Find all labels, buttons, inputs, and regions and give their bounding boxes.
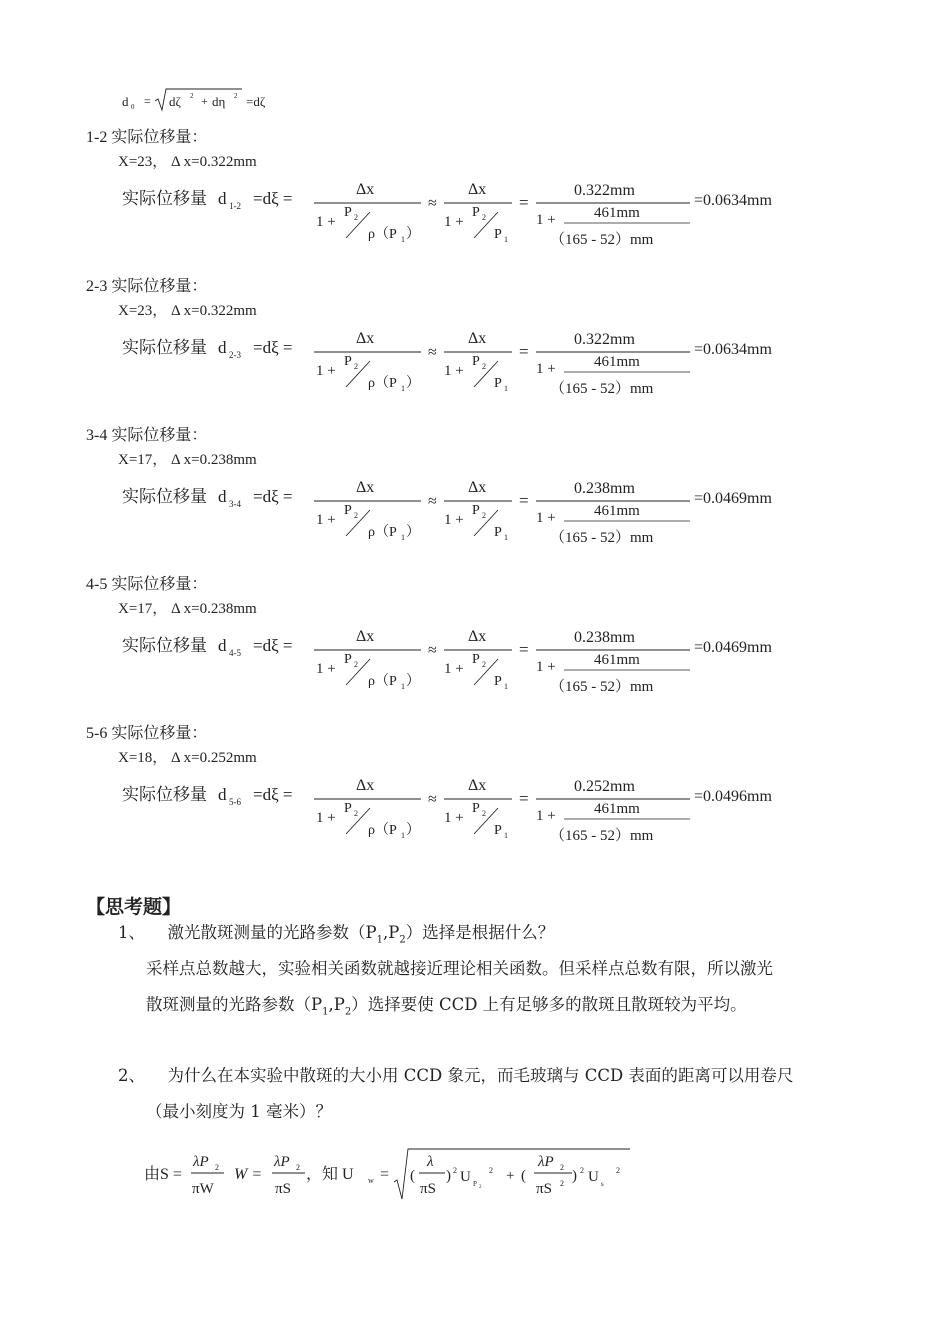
delta-x-value: 0.322mm (574, 331, 635, 348)
ff-w-eq: W = (234, 1166, 263, 1183)
formula-subscript: 4-5 (229, 648, 241, 658)
final-formula (140, 1146, 640, 1202)
p2-label: P (344, 652, 352, 667)
svg-text:(: ( (521, 1168, 526, 1184)
svg-text:1 +: 1 + (536, 361, 556, 377)
svg-text:1 +: 1 + (444, 512, 464, 528)
ratio-numerator: 461mm (594, 652, 640, 668)
rho-p1: ρ（P (368, 525, 397, 540)
approx-sign: ≈ (428, 195, 437, 212)
final-formula-svg (140, 1146, 640, 1202)
svg-text:1: 1 (401, 682, 405, 691)
section-heading: 1-2 实际位移量： (86, 129, 208, 146)
delta-x-value: 0.252mm (574, 778, 635, 795)
top-formula-radicand-b: dη (212, 94, 226, 109)
svg-text:2: 2 (482, 362, 486, 371)
ff-pi-s: πS (275, 1181, 291, 1197)
svg-text:=: = (519, 789, 529, 808)
svg-text:1: 1 (401, 533, 405, 542)
formula-deq: =dξ = (253, 636, 293, 655)
question-1-number: 1、 (118, 923, 145, 942)
svg-text:λP: λP (274, 1154, 290, 1170)
svg-text:）: ） (406, 376, 420, 391)
svg-text:2: 2 (354, 511, 358, 520)
svg-text:）: ） (406, 525, 420, 540)
svg-text:1: 1 (504, 384, 508, 393)
rho-p1: ρ（P (368, 227, 397, 242)
svg-text:1 +: 1 + (536, 808, 556, 824)
one-plus: 1 + (316, 214, 336, 230)
svg-text:Δx: Δx (468, 479, 487, 496)
rho-p1: ρ（P (368, 674, 397, 689)
answer-1-line-1: 采样点总数越大，实验相关函数就越接近理论相关函数。但采样点总数有限，所以激光 (146, 959, 773, 978)
answer-1-line-2: 散斑测量的光路参数$(P_1,P_2)$选择要使 CCD 上有足够多的散斑且散斑较为平均。 (146, 995, 747, 1018)
svg-text:2: 2 (482, 511, 486, 520)
svg-text:1 +: 1 + (444, 661, 464, 677)
question-1-text-a: 激光散斑测量的光路参数（P (167, 923, 377, 942)
ff-u-p2: U (460, 1169, 471, 1185)
ff-lambda-p2: λP (193, 1154, 209, 1170)
svg-text:）: ） (406, 227, 420, 242)
formula-label: 实际位移量 (122, 487, 207, 507)
formula-result: =0.0634mm (694, 192, 772, 209)
svg-text:1: 1 (401, 831, 405, 840)
svg-text:d: d (218, 338, 227, 357)
svg-text:1: 1 (504, 682, 508, 691)
formula-subscript: 2-3 (229, 350, 241, 360)
svg-text:2: 2 (482, 213, 486, 222)
formula-result: =0.0496mm (694, 788, 772, 805)
svg-text:1 +: 1 + (536, 659, 556, 675)
section-params: X=23， Δ x=0.322mm (118, 303, 257, 319)
svg-text:Δx: Δx (468, 330, 487, 347)
section-heading: 5-6 实际位移量： (86, 725, 208, 742)
svg-text:Δx: Δx (468, 777, 487, 794)
svg-text:=: = (519, 193, 529, 212)
question-2 (118, 1068, 793, 1085)
fraction-delta-x: Δx (356, 181, 375, 198)
svg-text:）: ） (406, 823, 420, 838)
one-plus: 1 + (316, 512, 336, 528)
svg-text:2: 2 (560, 1179, 564, 1188)
section-params: X=17， Δ x=0.238mm (118, 452, 257, 468)
svg-text:d: d (218, 785, 227, 804)
ff-pi-s2: πS (536, 1181, 552, 1197)
svg-text:1 +: 1 + (536, 510, 556, 526)
one-plus: 1 + (316, 363, 336, 379)
section-params: X=17， Δ x=0.238mm (118, 601, 257, 617)
top-formula-lhs-sub: 0 (131, 103, 135, 111)
ff-zhi: ，知 U (306, 1166, 354, 1183)
displacement-formula (118, 178, 838, 258)
svg-text:πS: πS (420, 1181, 436, 1197)
ratio-numerator: 461mm (594, 801, 640, 817)
formula-label: 实际位移量 (122, 189, 207, 209)
ratio-numerator: 461mm (594, 354, 640, 370)
ratio-numerator: 461mm (594, 503, 640, 519)
top-formula-svg (118, 86, 278, 114)
svg-text:d: d (218, 189, 227, 208)
ff-s-sub: s (601, 1180, 604, 1188)
svg-text:1: 1 (504, 235, 508, 244)
ff-you: 由S = (144, 1166, 182, 1183)
question-2-line-2: （最小刻度为 1 毫米）？ (146, 1102, 332, 1121)
svg-text:2: 2 (234, 92, 238, 100)
svg-text:P: P (494, 525, 502, 540)
svg-text:P: P (494, 227, 502, 242)
svg-text:2: 2 (616, 1166, 620, 1175)
question-2-line-1: 为什么在本实验中散斑的大小用 CCD 象元，而毛玻璃与 CCD 表面的距离可以用卷尺 (167, 1066, 794, 1085)
svg-text:2: 2 (190, 92, 194, 100)
formula-deq: =dξ = (253, 189, 293, 208)
thinking-title: 【思考题】 (86, 897, 182, 918)
ff-plus: + (506, 1168, 515, 1184)
top-formula-rhs: =dζ (246, 94, 266, 109)
formula-result: =0.0469mm (694, 639, 772, 656)
formula-deq: =dξ = (253, 338, 293, 357)
svg-text:）: ） (406, 674, 420, 689)
svg-text:2: 2 (580, 1166, 584, 1175)
fraction-delta-x: Δx (356, 777, 375, 794)
one-plus: 1 + (316, 661, 336, 677)
rho-p1: ρ（P (368, 823, 397, 838)
formula-result: =0.0634mm (694, 341, 772, 358)
section-heading: 4-5 实际位移量： (86, 576, 208, 593)
svg-text:2: 2 (354, 213, 358, 222)
svg-text:P: P (472, 205, 480, 220)
svg-text:1: 1 (504, 533, 508, 542)
displacement-formula (118, 476, 838, 556)
displacement-formula (118, 625, 838, 705)
svg-text:Δx: Δx (468, 628, 487, 645)
svg-text:1: 1 (401, 384, 405, 393)
svg-text:2: 2 (479, 1185, 482, 1190)
svg-text:2: 2 (354, 660, 358, 669)
top-formula-radicand-a: dζ (169, 94, 181, 109)
svg-text:2: 2 (354, 809, 358, 818)
delta-x-value: 0.238mm (574, 629, 635, 646)
svg-text:P: P (472, 801, 480, 816)
svg-text:=: = (519, 342, 529, 361)
svg-text:1 +: 1 + (444, 810, 464, 826)
delta-x-value: 0.322mm (574, 182, 635, 199)
svg-text:λP: λP (538, 1154, 554, 1170)
top-formula-eq: = (144, 94, 151, 108)
svg-text:P: P (494, 823, 502, 838)
approx-sign: ≈ (428, 344, 437, 361)
section-params: X=23， Δ x=0.322mm (118, 154, 257, 170)
svg-text:=: = (519, 491, 529, 510)
formula-deq: =dξ = (253, 487, 293, 506)
ff-pi-w: πW (192, 1181, 214, 1197)
fraction-delta-x: Δx (356, 479, 375, 496)
svg-text:+: + (201, 94, 208, 108)
svg-text:P: P (473, 1180, 477, 1188)
approx-sign: ≈ (428, 493, 437, 510)
section-heading: 3-4 实际位移量： (86, 427, 208, 444)
section-params: X=18， Δ x=0.252mm (118, 750, 257, 766)
ff-w-sub: w (368, 1176, 374, 1185)
svg-text:P: P (472, 652, 480, 667)
formula-subscript: 5-6 (229, 797, 241, 807)
p2-label: P (344, 205, 352, 220)
formula-result: =0.0469mm (694, 490, 772, 507)
ratio-numerator: 461mm (594, 205, 640, 221)
fraction-delta-x: Δx (356, 628, 375, 645)
formula-label: 实际位移量 (122, 338, 207, 358)
svg-text:P: P (472, 503, 480, 518)
approx-sign: ≈ (428, 642, 437, 659)
svg-text:Δx: Δx (468, 181, 487, 198)
ratio-denominator: （165 - 52）mm (550, 381, 654, 397)
svg-text:(: ( (410, 1168, 415, 1184)
svg-text:1 +: 1 + (444, 214, 464, 230)
svg-text:=: = (519, 640, 529, 659)
ratio-denominator: （165 - 52）mm (550, 232, 654, 248)
svg-text:1 +: 1 + (536, 212, 556, 228)
svg-text:d: d (218, 487, 227, 506)
svg-text:1: 1 (504, 831, 508, 840)
top-formula-lhs: d (122, 94, 129, 109)
fraction-delta-x: Δx (356, 330, 375, 347)
ff-u-s: U (588, 1169, 599, 1185)
formula-label: 实际位移量 (122, 785, 207, 805)
svg-text:2: 2 (560, 1163, 564, 1172)
section-heading: 2-3 实际位移量： (86, 278, 208, 295)
one-plus: 1 + (316, 810, 336, 826)
formula-label: 实际位移量 (122, 636, 207, 656)
p2-label: P (344, 354, 352, 369)
svg-text:2: 2 (354, 362, 358, 371)
svg-text:P: P (494, 674, 502, 689)
svg-text:2: 2 (489, 1166, 493, 1175)
svg-text:): ) (446, 1168, 451, 1184)
svg-text:1: 1 (401, 235, 405, 244)
approx-sign: ≈ (428, 791, 437, 808)
svg-text:P: P (494, 376, 502, 391)
svg-text:2: 2 (482, 660, 486, 669)
ratio-denominator: （165 - 52）mm (550, 530, 654, 546)
formula-subscript: 3-4 (229, 499, 241, 509)
ff-lambda: λ (427, 1154, 434, 1170)
svg-text:1 +: 1 + (444, 363, 464, 379)
rho-p1: ρ（P (368, 376, 397, 391)
svg-text:=: = (380, 1166, 390, 1183)
svg-text:d: d (218, 636, 227, 655)
question-1: 1、 激光散斑测量的光路参数$(P_1,P_2)$选择是根据什么？ (118, 923, 555, 946)
displacement-formula (118, 774, 838, 854)
svg-text:): ) (572, 1168, 577, 1184)
ratio-denominator: （165 - 52）mm (550, 828, 654, 844)
top-formula (118, 86, 278, 114)
question-2-number: 2、 (118, 1066, 145, 1085)
formula-subscript: 1-2 (229, 201, 241, 211)
ratio-denominator: （165 - 52）mm (550, 679, 654, 695)
svg-text:2: 2 (215, 1163, 219, 1172)
p2-label: P (344, 503, 352, 518)
svg-text:2: 2 (296, 1163, 300, 1172)
formula-deq: =dξ = (253, 785, 293, 804)
svg-text:2: 2 (453, 1166, 457, 1175)
svg-text:2: 2 (482, 809, 486, 818)
delta-x-value: 0.238mm (574, 480, 635, 497)
displacement-formula (118, 327, 838, 407)
p2-label: P (344, 801, 352, 816)
svg-text:P: P (472, 354, 480, 369)
